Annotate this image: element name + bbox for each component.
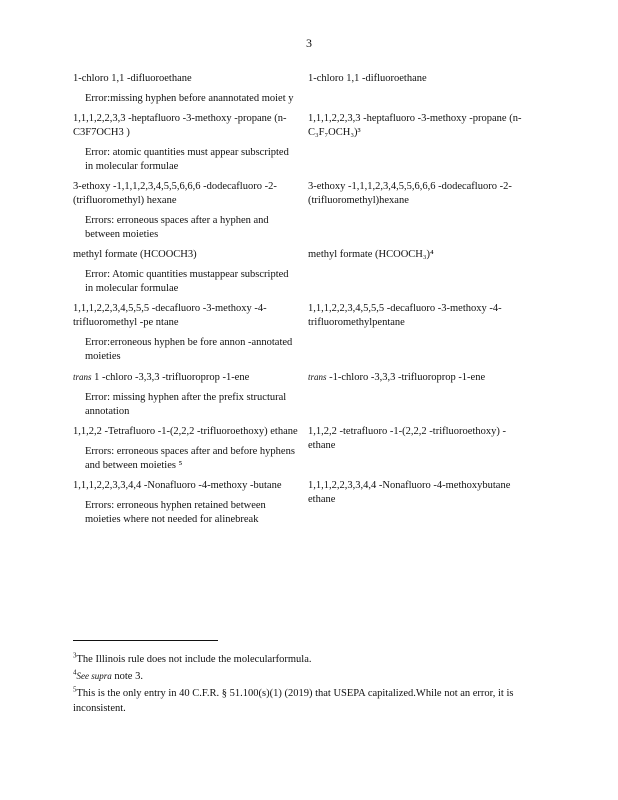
- right-column: [308, 479, 533, 527]
- entry-row: [73, 370, 533, 419]
- footnote-number: 4: [73, 668, 77, 677]
- entries-table: [73, 72, 533, 533]
- corrected-name: [308, 370, 533, 385]
- right-column: [308, 72, 533, 106]
- erroneous-name: 1,1,1,2,2,3,3,4,4 -Nonafluoro -4-methoxy -butane: [73, 480, 282, 491]
- corrected-name: 1,1,1,2,2,3,3,4,4 -Nonafluoro -4-methoxybutane ethane: [308, 480, 511, 505]
- right-column: [308, 112, 533, 174]
- footnote-text: The Illinois rule does not include the molecularformula.: [76, 654, 312, 665]
- right-column: [308, 248, 533, 296]
- right-column: [308, 180, 533, 242]
- corrected-name: 1-chloro 1,1 -difluoroethane: [308, 73, 427, 84]
- error-note: Error: missing hyphen after the prefix structural annotation: [85, 392, 287, 417]
- error-note: Error: Atomic quantities mustappear subscripted in molecular formulae: [85, 269, 289, 294]
- footnote: [73, 686, 533, 716]
- footnote-italic: See supra: [76, 671, 112, 681]
- erroneous-name: methyl formate (HCOOCH3): [73, 249, 197, 260]
- footnotes: [73, 652, 533, 718]
- footnote-number: 5: [73, 685, 77, 694]
- error-note: Error:missing hyphen before anannotated moiet y: [85, 93, 294, 104]
- corrected-name: methyl formate (HCOOCH₃)⁴: [308, 249, 434, 260]
- prefix-italic: trans: [308, 372, 327, 382]
- footnote-text: note 3.: [111, 671, 143, 682]
- prefix-italic: trans: [73, 372, 92, 382]
- footnote: [73, 669, 533, 684]
- left-column: [73, 302, 308, 364]
- erroneous-name: 3-ethoxy -1,1,1,2,3,4,5,5,6,6,6 -dodecafluoro -2-(trifluoromethyl) hexane: [73, 181, 277, 206]
- error-note: Errors: erroneous spaces after a hyphen and between moieties: [85, 215, 269, 240]
- left-column: [73, 425, 308, 473]
- error-note: Errors: erroneous hyphen retained between moieties where not needed for alinebreak: [85, 500, 266, 525]
- entry-row: [73, 112, 533, 174]
- entry-row: [73, 72, 533, 106]
- entry-row: [73, 425, 533, 473]
- entry-row: [73, 479, 533, 527]
- corrected-name: 1,1,2,2 -tetrafluoro -1-(2,2,2 -trifluoroethoxy) -ethane: [308, 426, 506, 451]
- left-column: [73, 180, 308, 242]
- erroneous-name: 1,1,1,2,2,3,4,5,5,5 -decafluoro -3-methoxy -4-trifluoromethyl -pe ntane: [73, 303, 267, 328]
- footnote-text: This is the only entry in 40 C.F.R. § 51.100(s)(1) (2019) that USEPA capitalized.While not an error, it is inconsistent.: [73, 688, 514, 714]
- corrected-name: 3-ethoxy -1,1,1,2,3,4,5,5,6,6,6 -dodecafluoro -2-(trifluoromethyl)hexane: [308, 181, 512, 206]
- left-column: [73, 479, 308, 527]
- footnote-divider: [73, 640, 218, 641]
- entry-row: [73, 180, 533, 242]
- left-column: [73, 112, 308, 174]
- footnote: [73, 652, 533, 667]
- left-column: [73, 72, 308, 106]
- error-note: Error:erroneous hyphen be fore annon -annotated moieties: [85, 337, 293, 362]
- erroneous-name: 1-chloro 1,1 -difluoroethane: [73, 73, 192, 84]
- right-column: [308, 425, 533, 473]
- name-text: -1-chloro -3,3,3 -trifluoroprop -1-ene: [326, 372, 486, 383]
- right-column: [308, 302, 533, 364]
- corrected-name: 1,1,1,2,2,3,4,5,5,5 -decafluoro -3-methoxy -4-trifluoromethylpentane: [308, 303, 502, 328]
- left-column: [73, 370, 308, 419]
- right-column: [308, 370, 533, 419]
- left-column: [73, 248, 308, 296]
- corrected-name: 1,1,1,2,2,3,3 -heptafluoro -3-methoxy -propane (n-C₃F₇OCH₃)³: [308, 113, 522, 138]
- name-text: 1 -chloro -3,3,3 -trifluoroprop -1-ene: [91, 372, 250, 383]
- footnote-number: 3: [73, 651, 77, 660]
- erroneous-name: 1,1,2,2 -Tetrafluoro -1-(2,2,2 -trifluoroethoxy) ethane: [73, 426, 298, 437]
- erroneous-name: [73, 370, 308, 385]
- entry-row: [73, 302, 533, 364]
- entry-row: [73, 248, 533, 296]
- erroneous-name: 1,1,1,2,2,3,3 -heptafluoro -3-methoxy -propane (n-C3F7OCH3 ): [73, 113, 287, 138]
- error-note: Errors: erroneous spaces after and before hyphens and between moieties ⁵: [85, 446, 295, 471]
- error-note: Error: atomic quantities must appear subscripted in molecular formulae: [85, 147, 289, 172]
- page-number: 3: [306, 36, 312, 50]
